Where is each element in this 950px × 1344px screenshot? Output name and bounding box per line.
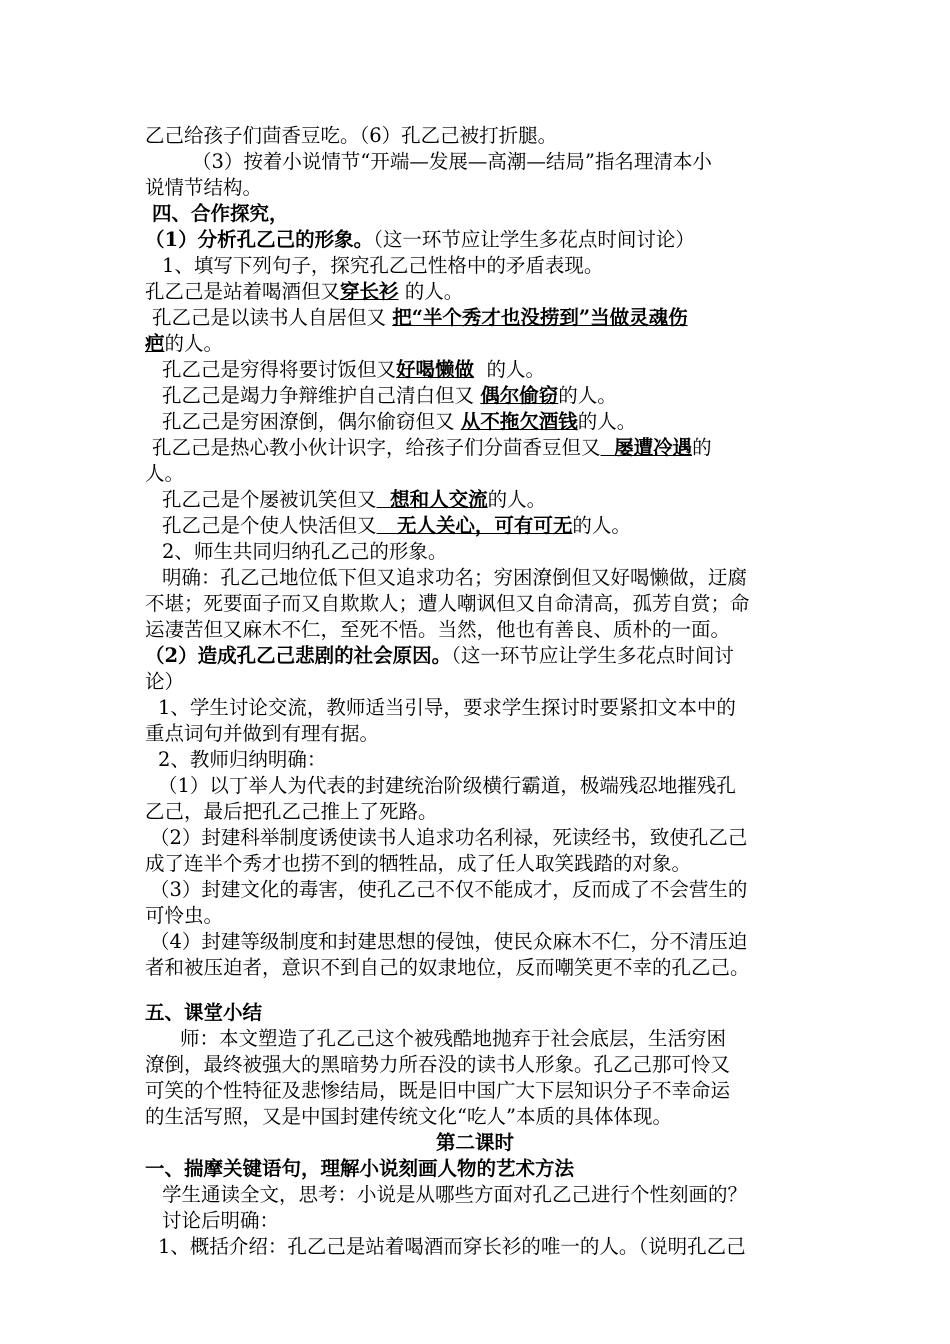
fill-in-sentence: 孔乙己是热心教小伙计识字，给孩子们分茴香豆但又 屡遭冷遇的 [152, 436, 712, 459]
text-line: （4）封建等级制度和封建思想的侵蚀，使民众麻木不仁，分不清压迫 [150, 930, 748, 953]
text-line: 2、师生共同归纳孔乙己的形象。 [162, 540, 448, 563]
fill-in-sentence: 孔乙己是个使人快活但又 无人关心，可有可无的人。 [162, 514, 631, 537]
text-line: 论） [145, 670, 185, 693]
fill-in-sentence: 孔乙己是穷得将要讨饭但又好喝懒做 的人。 [162, 358, 545, 381]
subsection-heading: （2）造成孔乙己悲剧的社会原因。（这一环节应让学生多花点时间讨 [145, 644, 734, 667]
answer-underline: 屡遭冷遇 [614, 436, 693, 459]
text-line: 明确：孔乙己地位低下但又追求功名；穷困潦倒但又好喝懒做，迂腐 [162, 566, 748, 589]
fill-in-sentence: 孔乙己是站着喝酒但又穿长衫 的人。 [145, 280, 464, 303]
text-line: （1）以丁举人为代表的封建统治阶级横行霸道，极端残忍地摧残孔 [158, 774, 736, 797]
text-line: 潦倒，最终被强大的黑暗势力所吞没的读书人形象。孔乙己那可怜又 [145, 1053, 731, 1076]
text-line: 人。 [145, 462, 185, 485]
text-line: （2）封建科举制度诱使读书人追求功名利禄，死读经书，致使孔乙己 [150, 826, 748, 849]
text-line: 1、概括介绍：孔乙己是站着喝酒而穿长衫的唯一的人。（说明孔乙己 [158, 1235, 746, 1258]
text-line: 者和被压迫者，意识不到自己的奴隶地位，反而嘲笑更不幸的孔乙己。 [145, 956, 750, 979]
text-line: 师：本文塑造了孔乙己这个被残酷地抛弃于社会底层，生活穷困 [180, 1027, 727, 1050]
text-line: 讨论后明确： [162, 1209, 280, 1232]
fill-in-sentence: 孔乙己是以读书人自居但又 把“半个秀才也没捞到”当做灵魂伤 [152, 306, 688, 329]
section-heading: 一、揣摩关键语句，理解小说刻画人物的艺术方法 [145, 1157, 575, 1180]
answer-underline: 好喝懒做 [396, 358, 475, 381]
answer-underline: 把“半个秀才也没捞到”当做灵魂伤 [392, 306, 688, 329]
text-line: 成了连半个秀才也捞不到的牺牲品，成了任人取笑践踏的对象。 [145, 852, 692, 875]
text-line: 重点词句并做到有理有据。 [145, 722, 380, 745]
fill-in-sentence: 孔乙己是竭力争辩维护自己清白但又 偶尔偷窃的人。 [162, 384, 617, 407]
text-line: （3）按着小说情节“开端—发展—高潮—结局”指名理清本小 [192, 150, 712, 173]
text-line: （3）封建文化的毒害，使孔乙己不仅不能成才，反而成了不会营生的 [150, 878, 748, 901]
fill-in-sentence: 孔乙己是个屡被讥笑但又 想和人交流的人。 [162, 488, 547, 511]
answer-underline: 想和人交流 [390, 488, 488, 511]
answer-underline: 穿长衫 [340, 280, 399, 303]
answer-underline: 无人关心，可有可无 [396, 514, 573, 537]
text-line: 的生活写照，又是中国封建传统文化“吃人”本质的具体体现。 [145, 1105, 672, 1128]
section-heading: 五、课堂小结 [145, 1001, 263, 1024]
lesson-heading: 第二课时 [435, 1131, 514, 1154]
subsection-heading: （1）分析孔乙己的形象。（这一环节应让学生多花点时间讨论） [145, 228, 695, 251]
text-line: 1、学生讨论交流，教师适当引导，要求学生探讨时要紧扣文本中的 [158, 696, 736, 719]
text-line: 1、填写下列句子，探究孔乙己性格中的矛盾表现。 [162, 254, 604, 277]
text-line: 可怜虫。 [145, 904, 224, 927]
text-line: 说情节结构。 [145, 176, 263, 199]
text-line: 可笑的个性特征及悲惨结局，既是旧中国广大下层知识分子不幸命运 [145, 1079, 731, 1102]
text-line: 2、教师归纳明确： [158, 748, 327, 771]
fill-in-sentence: 孔乙己是穷困潦倒，偶尔偷窃但又 从不拖欠酒钱的人。 [162, 410, 637, 433]
text-line: 学生通读全文，思考：小说是从哪些方面对孔乙己进行个性刻画的？ [162, 1183, 748, 1206]
answer-underline: 从不拖欠酒钱 [460, 410, 578, 433]
text-line: 不堪；死要面子而又自欺欺人；遭人嘲讽但又自命清高，孤芳自赏；命 [145, 592, 750, 615]
fill-in-sentence: 疤的人。 [145, 332, 224, 355]
answer-underline: 偶尔偷窃 [480, 384, 559, 407]
text-line: 运凄苦但又麻木不仁，至死不悟。当然，他也有善良、质朴的一面。 [145, 618, 731, 641]
text-line: 乙己给孩子们茴香豆吃。（6）孔乙己被打折腿。 [145, 124, 558, 147]
section-heading: 四、合作探究， [152, 202, 289, 225]
text-line: 乙己，最后把孔乙己推上了死路。 [145, 800, 438, 823]
answer-underline: 疤 [145, 332, 165, 355]
